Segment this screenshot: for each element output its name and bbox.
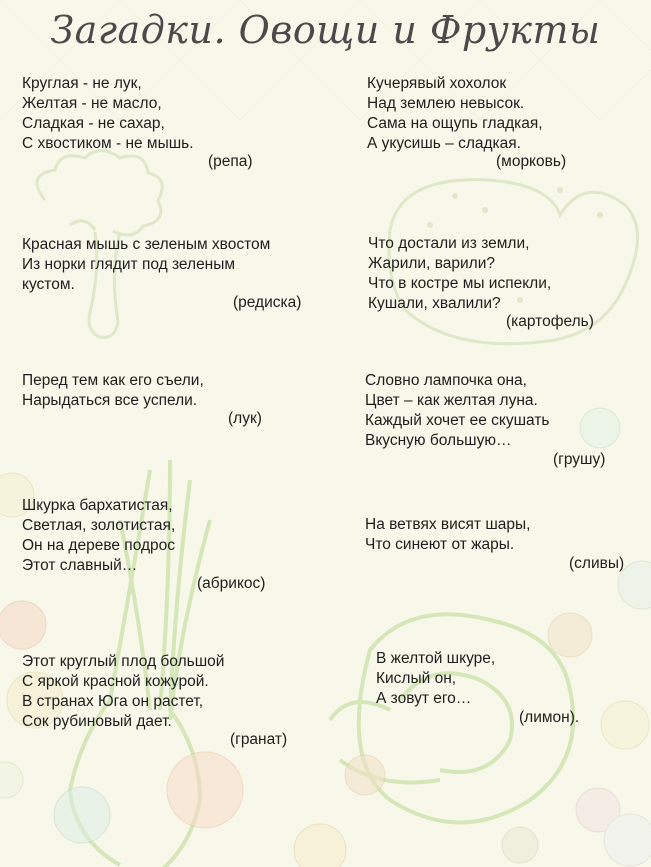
riddle-line: Этот круглый плод большой: [22, 653, 225, 670]
riddle-line: Светлая, золотистая,: [22, 517, 176, 534]
riddle-line: Что синеют от жары.: [365, 536, 515, 553]
riddle-line: А укусишь – сладкая.: [367, 135, 521, 152]
riddle-8-answer: (сливы): [569, 555, 625, 572]
riddle-line: Словно лампочка она,: [365, 372, 527, 389]
riddle-line: Круглая - не лук,: [22, 75, 142, 92]
pastel-bubbles: [0, 408, 651, 867]
riddle-3: [22, 235, 270, 295]
riddle-line: Этот славный…: [22, 557, 138, 574]
riddle-1-answer: (репа): [208, 153, 253, 170]
riddle-line: А зовут его…: [376, 690, 472, 707]
riddle-2: [367, 74, 543, 154]
riddle-9-answer: (гранат): [230, 731, 288, 748]
riddle-line: кустом.: [22, 276, 75, 293]
riddle-line: Что достали из земли,: [368, 235, 530, 252]
riddle-line: Над землею невысок.: [367, 95, 525, 112]
riddle-5-answer: (лук): [228, 410, 262, 427]
riddle-4: [368, 234, 551, 314]
riddle-line: Кушали, хвалили?: [368, 295, 501, 312]
riddle-line: Сок рубиновый дает.: [22, 713, 172, 730]
riddle-line: На ветвях висят шары,: [365, 516, 531, 533]
riddle-8: [365, 515, 530, 555]
riddle-line: С хвостиком - не мышь.: [22, 135, 194, 152]
riddle-1: [22, 74, 194, 154]
riddle-line: В желтой шкуре,: [376, 650, 496, 667]
riddle-line: Что в костре мы испекли,: [368, 275, 552, 292]
riddle-3-answer: (редиска): [233, 294, 302, 311]
riddle-line: Он на дереве подрос: [22, 537, 176, 554]
riddle-line: Жарили, варили?: [368, 255, 495, 272]
riddle-line: Кучерявый хохолок: [367, 75, 507, 92]
riddle-line: Перед тем как его съели,: [22, 372, 204, 389]
riddle-4-answer: (картофель): [506, 313, 594, 330]
riddle-line: Вкусную большую…: [365, 432, 512, 449]
riddle-line: Кислый он,: [376, 670, 457, 687]
riddle-line: С яркой красной кожурой.: [22, 673, 209, 690]
riddle-10-answer: (лимон).: [519, 709, 580, 726]
riddle-line: Нарыдаться все успели.: [22, 392, 198, 409]
page-title: Загадки. Овощи и Фрукты: [50, 8, 601, 52]
riddle-2-answer: (морковь): [496, 153, 567, 170]
riddle-line: Сама на ощупь гладкая,: [367, 115, 543, 132]
riddle-10: [376, 649, 495, 709]
riddle-7-answer: (абрикос): [197, 575, 266, 592]
riddle-6: [365, 371, 550, 451]
riddle-line: В странах Юга он растет,: [22, 693, 204, 710]
riddle-5: [22, 371, 204, 411]
riddle-6-answer: (грушу): [553, 451, 606, 468]
riddle-line: Каждый хочет ее скушать: [365, 412, 550, 429]
riddle-line: Из норки глядит под зеленым: [22, 256, 236, 273]
riddle-line: Сладкая - не сахар,: [22, 115, 165, 132]
riddle-9: [22, 652, 224, 732]
riddle-line: Цвет – как желтая луна.: [365, 392, 538, 409]
riddle-line: Красная мышь с зеленым хвостом: [22, 236, 271, 253]
riddle-line: Шкурка бархатистая,: [22, 497, 173, 514]
riddle-line: Желтая - не масло,: [22, 95, 162, 112]
riddle-7: [22, 496, 175, 576]
